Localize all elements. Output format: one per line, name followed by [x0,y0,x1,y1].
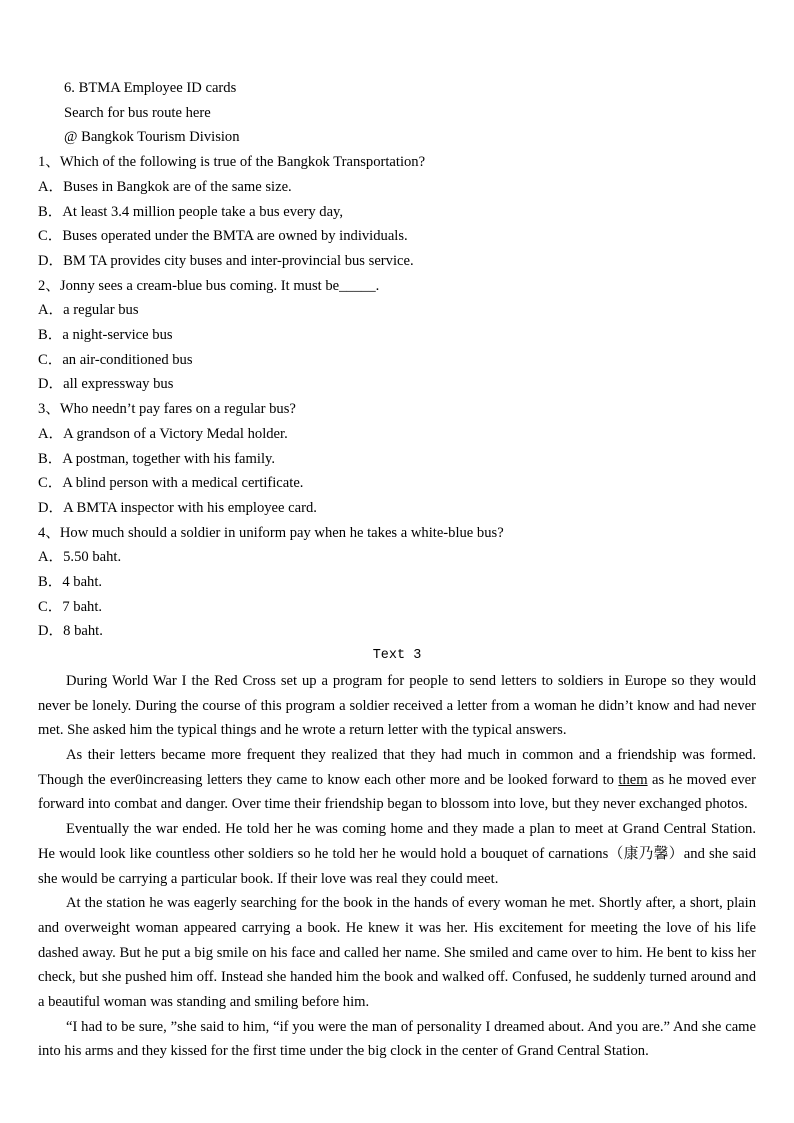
question-2-option-d: D．all expressway bus [38,376,174,393]
question-4-option-a: A．5.50 baht. [38,549,122,566]
question-1-option-c: C．Buses operated under the BMTA are owned by individuals. [38,228,408,245]
question-1-option-b: B．At least 3.4 million people take a bus every day, [38,203,344,220]
question-4-option-b: B．4 baht. [38,574,103,591]
intro-line-3: @ Bangkok Tourism Division [64,129,240,146]
passage-paragraph-3: Eventually the war ended. He told her he was coming home and they made a plan to meet at Grand Central Station. He would look like countless other soldiers so he told her he would hold a bouquet of carnations（康乃馨）and she said she would be carrying a particular book. If their love was real they could meet. [38,821,756,887]
question-3-option-b: B．A postman, together with his family. [38,450,275,467]
question-3-prompt: 3、Who needn’t pay fares on a regular bus? [38,401,296,418]
paragraph-2-text-after: as he moved ever forward into combat and danger. Over time their friendship began to blossom into love, but they never exchanged photos. [38,771,756,813]
paragraph-2-underlined-word: them [618,771,648,788]
question-2-option-a: A．a regular bus [38,302,139,319]
question-3-option-a: A．A grandson of a Victory Medal holder. [38,425,288,442]
question-3-option-d: D．A BMTA inspector with his employee card. [38,499,317,516]
intro-line-1: 6. BTMA Employee ID cards [64,80,237,96]
question-2-prompt: 2、Jonny sees a cream-blue bus coming. It must be_____. [38,277,380,294]
question-4-prompt: 4、How much should a soldier in uniform pay when he takes a white-blue bus? [38,524,504,541]
question-1-option-a: A．Buses in Bangkok are of the same size. [38,178,292,195]
paragraph-2-text-before: As their letters became more frequent they realized that they had much in common and a friendship was formed. Though the ever0increasing letters they came to know each other more and be looked forward to [38,746,756,788]
passage-paragraph-4: At the station he was eagerly searching for the book in the hands of every woman he met. Shortly after, a short, plain and overweight woman appeared carrying a book. He knew it was her. His excitement for meeting the love of his life dashed away. But he put a big smile on his face and called her name. She smiled and came over to him. He bent to kiss her check, but she pushed him off. Instead she handed him the book and walked off. Confused, he suddenly turned around and a beautiful woman was standing and smiling before him. [38,895,756,1011]
question-2-option-c: C．an air-conditioned bus [38,351,193,368]
intro-line-2: Search for bus route here [64,104,211,121]
question-2-option-b: B．a night-service bus [38,327,173,344]
question-3-option-c: C．A blind person with a medical certificate. [38,475,304,492]
passage-paragraph-5: “I had to be sure, ”she said to him, “if you were the man of personality I dreamed about. And you are.” And she came into his arms and they kissed for the first time under the big clock in the center of Grand Central Station. [38,1018,756,1060]
passage-paragraph-1: During World War I the Red Cross set up a program for people to send letters to soldiers in Europe so they would never be lonely. During the course of this program a soldier received a letter from a woman he didn’t know and had never met. She asked him the typical things and he wrote a return letter with the typical answers. [38,672,756,739]
question-4-option-d: D．8 baht. [38,623,103,640]
question-1-option-d: D．BM TA provides city buses and inter-provincial bus service. [38,252,414,269]
passage-heading: Text 3 [372,648,422,664]
question-1-prompt: 1、Which of the following is true of the Bangkok Transportation? [38,154,426,171]
passage-paragraph-2 [38,743,756,817]
question-4-option-c: C．7 baht. [38,598,103,615]
